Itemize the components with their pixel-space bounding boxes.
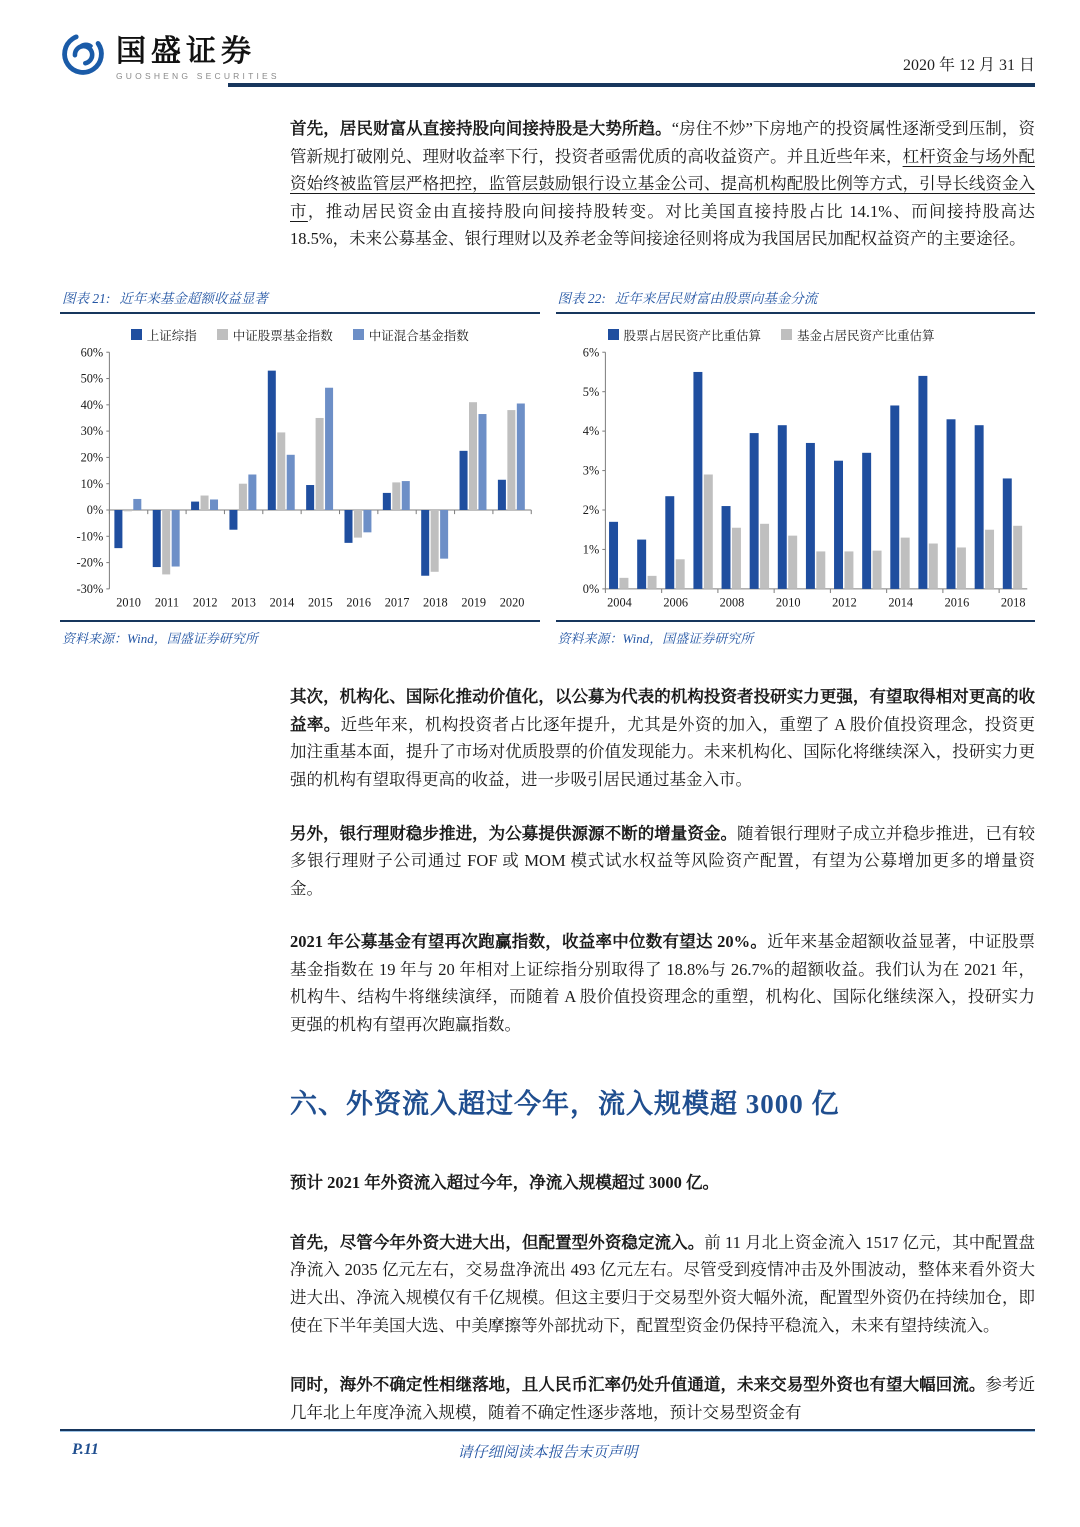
bar (306, 485, 314, 510)
legend-item (217, 326, 333, 344)
brand-name: 国盛证券 (116, 35, 256, 68)
legend-label: 股票占居民资产比重估算 (623, 328, 762, 343)
paragraph-1 (290, 115, 1035, 253)
chart-source-21: 资料来源：Wind，国盛证券研究所 (62, 631, 258, 647)
bar (287, 455, 295, 510)
caption-rule (60, 312, 540, 314)
figure-label: 图表 22: (557, 290, 606, 306)
svg-text:2006: 2006 (662, 595, 688, 610)
chart-block-21 (60, 285, 540, 648)
footer-rule (60, 1429, 1035, 1432)
legend-swatch-icon (217, 329, 228, 340)
bar (675, 559, 684, 589)
caption-rule (556, 312, 1036, 314)
bar (1013, 526, 1022, 589)
svg-text:-20%: -20% (76, 555, 104, 570)
bar (277, 432, 285, 510)
text-run: 同时，海外不确定性相继落地，且人民币汇率仍处升值通道，未来交易型外资也有望大幅回流。 (290, 1375, 986, 1395)
bar (363, 510, 371, 532)
legend-swatch-icon (353, 329, 364, 340)
figure-title: 近年来基金超额收益显著 (119, 290, 268, 306)
header (60, 26, 1035, 81)
bar (731, 527, 740, 588)
text-run: 另外，银行理财稳步推进，为公募提供源源不断的增量资金。 (290, 823, 738, 843)
legend-swatch-icon (608, 329, 619, 340)
legend-item (608, 326, 762, 344)
svg-text:50%: 50% (80, 371, 104, 386)
bar (114, 510, 122, 548)
legend-label: 中证股票基金指数 (232, 328, 333, 343)
bar (637, 539, 646, 588)
legend-label: 中证混合基金指数 (368, 328, 469, 343)
bar (153, 510, 161, 567)
svg-text:2016: 2016 (944, 595, 969, 610)
body-column (290, 115, 1035, 253)
svg-text:30%: 30% (80, 423, 104, 438)
legend-item (131, 326, 197, 344)
figure-title: 近年来居民财富由股票向基金分流 (614, 290, 818, 306)
text-run: 首先，尽管今年外资大进大出，但配置型外资稳定流入。 (290, 1232, 705, 1252)
bar (693, 372, 702, 589)
text-run: “房住不炒”下房地产的投资属性逐渐受到压制，资管新规打破刚兑、理财收益率下行，投资者亟需优质的高收益资产。并且近些年来， (290, 119, 1036, 166)
bar (478, 414, 486, 510)
bar (201, 495, 209, 509)
bar (354, 510, 362, 538)
bar (974, 425, 983, 589)
svg-text:2012: 2012 (192, 595, 218, 610)
bar (834, 460, 843, 588)
bar (749, 433, 758, 589)
text-run: 近些年来，机构投资者占比逐年提升，尤其是外资的加入，重塑了 A 股价值投资理念，投资更加注重基本面，提升了市场对优质股票的价值发现能力。未来机构化、国际化将继续深入，投研实力更强的机构有望取得更高的收益，进一步吸引居民通过基金入市。 (290, 714, 1035, 789)
text-run: 首先，居民财富从直接持股向间接持股是大势所趋。 (290, 119, 672, 138)
bar (872, 550, 881, 588)
bar (721, 506, 730, 589)
figure-caption-21 (60, 285, 540, 312)
text-run: 近年来基金超额收益显著，中证股票基金指数在 19 年与 20 年相对上证综指分别取得了 18.8%与 26.7%的超额收益。我们认为在 2021 年，机构牛、结构牛将继续演绎，而随着 A 股价值投资理念的重塑，机构化、国际化继续深入，投研实力更强的机构有望再次跑赢指数。 (290, 932, 1036, 1034)
svg-text:10%: 10% (80, 476, 104, 491)
svg-text:2010: 2010 (116, 595, 141, 610)
bar (890, 405, 899, 588)
brand (60, 26, 280, 81)
footer-disclaimer: 请仔细阅读本报告末页声明 (457, 1445, 638, 1461)
bar (460, 451, 468, 510)
svg-text:2017: 2017 (384, 595, 410, 610)
brand-subtitle: GUOSHENG SECURITIES (116, 71, 280, 81)
bar (647, 576, 656, 589)
bar (248, 474, 256, 509)
text-run: 2021 年公募基金有望再次跑赢指数，收益率中位数有望达 20%。 (290, 932, 768, 952)
chart-block-22 (556, 285, 1036, 648)
bar (507, 410, 515, 510)
bar (344, 510, 352, 543)
bar-chart-svg (556, 344, 1036, 614)
fund-excess-return-chart (60, 326, 540, 619)
header-rule (228, 83, 1035, 87)
bar (191, 501, 199, 509)
svg-text:0%: 0% (86, 502, 104, 517)
svg-text:2018: 2018 (1000, 595, 1026, 610)
bar (777, 425, 786, 589)
text-run: 前 11 月北上资金流入 1517 亿元，其中配置盘净流入 2035 亿元左右，交易盘净流出 493 亿元左右。尽管受到疫情冲击及外围波动，整体来看外资大进大出、净流入规模仅有千亿规模。但这主要归于交易型外资大幅外流，配置型外资仍在持续加仓，即使在下半年美国大选、中美摩擦等外部扰动下，配置型资金仍保持平稳流入，未来有望持续流入。 (290, 1232, 1036, 1335)
svg-text:2012: 2012 (831, 595, 857, 610)
bar (316, 418, 324, 510)
body-column (290, 683, 1035, 1426)
chart-legend (556, 326, 1036, 344)
text-run: 随着银行理财子成立并稳步推进，已有较多银行理财子公司通过 FOF 或 MOM 模式试水权益等风险资产配置，有望为公募增加更多的增量资金。 (290, 823, 1036, 898)
bar (517, 403, 525, 509)
chart-legend (60, 326, 540, 344)
bar (172, 510, 180, 567)
bar (469, 402, 477, 510)
svg-text:5%: 5% (582, 384, 599, 399)
svg-text:0%: 0% (582, 581, 599, 596)
bar (862, 453, 871, 589)
svg-text:2016: 2016 (346, 595, 372, 610)
svg-text:2%: 2% (582, 502, 599, 517)
bar (918, 376, 927, 589)
svg-text:2010: 2010 (775, 595, 801, 610)
bar (162, 510, 170, 574)
paragraph-7 (290, 1371, 1035, 1426)
svg-text:2018: 2018 (423, 595, 448, 610)
paragraph-5 (290, 1169, 1035, 1197)
charts-row (60, 285, 1035, 648)
series-0 (609, 372, 1012, 589)
svg-text:2014: 2014 (269, 595, 295, 610)
bar (816, 551, 825, 588)
svg-text:20%: 20% (80, 450, 104, 465)
paragraph-3 (290, 820, 1035, 903)
bar (124, 510, 132, 511)
bar (985, 529, 994, 588)
text-run: 参考近几年北上年度净流入规模，随着不确定性逐步落地，预计交易型资金有 (290, 1375, 1036, 1422)
bar (421, 510, 429, 576)
bar (788, 535, 797, 588)
legend-label: 上证综指 (146, 328, 197, 343)
series-1 (619, 474, 1022, 588)
svg-text:2011: 2011 (154, 595, 180, 610)
legend-item (781, 326, 935, 344)
svg-text:-30%: -30% (76, 581, 104, 596)
text-run: 杠杆资金与场外配资始终被监管层严格把控，监管层鼓励银行设立基金公司、提高机构配股比例等方式，引导长线资金入市 (290, 146, 1036, 221)
svg-text:2014: 2014 (887, 595, 913, 610)
svg-text:2019: 2019 (461, 595, 487, 610)
brand-text (116, 26, 280, 81)
bar (498, 479, 506, 509)
bar (210, 499, 218, 510)
bar (619, 578, 628, 589)
bar (703, 474, 712, 588)
svg-text:2004: 2004 (606, 595, 632, 610)
legend-label: 基金占居民资产比重估算 (797, 328, 935, 343)
bar (946, 419, 955, 589)
chart-source-22: 资料来源：Wind，国盛证券研究所 (557, 631, 754, 647)
svg-text:60%: 60% (80, 345, 104, 360)
guosheng-logo-icon (60, 31, 106, 77)
legend-swatch-icon (781, 329, 792, 340)
figure-caption-22 (556, 285, 1036, 312)
bar (383, 493, 391, 510)
bar (900, 537, 909, 588)
section-heading: 六、外资流入超过今年，流入规模超 3000 亿 (290, 1089, 840, 1120)
footer (60, 1429, 1035, 1465)
report-date: 2020 年 12 月 31 日 (902, 57, 1035, 74)
bar (956, 547, 965, 588)
bar (1002, 478, 1011, 588)
page-number: P.11 (72, 1441, 99, 1458)
bar (402, 481, 410, 510)
bar (239, 483, 247, 509)
text-run: ，推动居民资金由直接持股向间接持股转变。对比美国直接持股占比 14.1%、而间接持股高达 18.5%，未来公募基金、银行理财以及养老金等间接途径则将成为我国居民加配权益资产的主要途径。 (290, 201, 1036, 249)
bar (229, 510, 237, 530)
svg-text:6%: 6% (582, 345, 599, 360)
bar (325, 387, 333, 509)
svg-text:4%: 4% (582, 423, 599, 438)
svg-text:40%: 40% (80, 397, 104, 412)
bar (844, 551, 853, 588)
bar (928, 543, 937, 588)
text-run: 其次，机构化、国际化推动价值化，以公募为代表的机构投资者投研实力更强，有望取得相对更高的收益率。 (290, 687, 1035, 734)
svg-text:3%: 3% (582, 463, 599, 478)
svg-text:2020: 2020 (499, 595, 525, 610)
series-1 (124, 402, 516, 574)
bar (665, 496, 674, 589)
bar (431, 510, 439, 572)
bar (805, 443, 814, 589)
bar (440, 510, 448, 559)
figure-label: 图表 21: (62, 290, 111, 306)
legend-item (353, 326, 469, 344)
paragraph-4 (290, 928, 1035, 1038)
bar-chart-svg (60, 344, 540, 614)
text-run: 预计 2021 年外资流入超过今年，净流入规模超过 3000 亿。 (290, 1173, 719, 1193)
bar (268, 370, 276, 509)
household-wealth-split-chart (556, 326, 1036, 619)
bar (760, 524, 769, 589)
paragraph-2 (290, 683, 1035, 793)
svg-text:1%: 1% (582, 542, 599, 557)
paragraph-6 (290, 1229, 1035, 1339)
footer-row (60, 1441, 1035, 1465)
svg-text:2013: 2013 (231, 595, 256, 610)
svg-text:-10%: -10% (76, 529, 104, 544)
svg-text:2008: 2008 (719, 595, 744, 610)
svg-text:2015: 2015 (308, 595, 333, 610)
bar (609, 522, 618, 589)
bar (133, 499, 141, 510)
legend-swatch-icon (131, 329, 142, 340)
bar (392, 482, 400, 510)
